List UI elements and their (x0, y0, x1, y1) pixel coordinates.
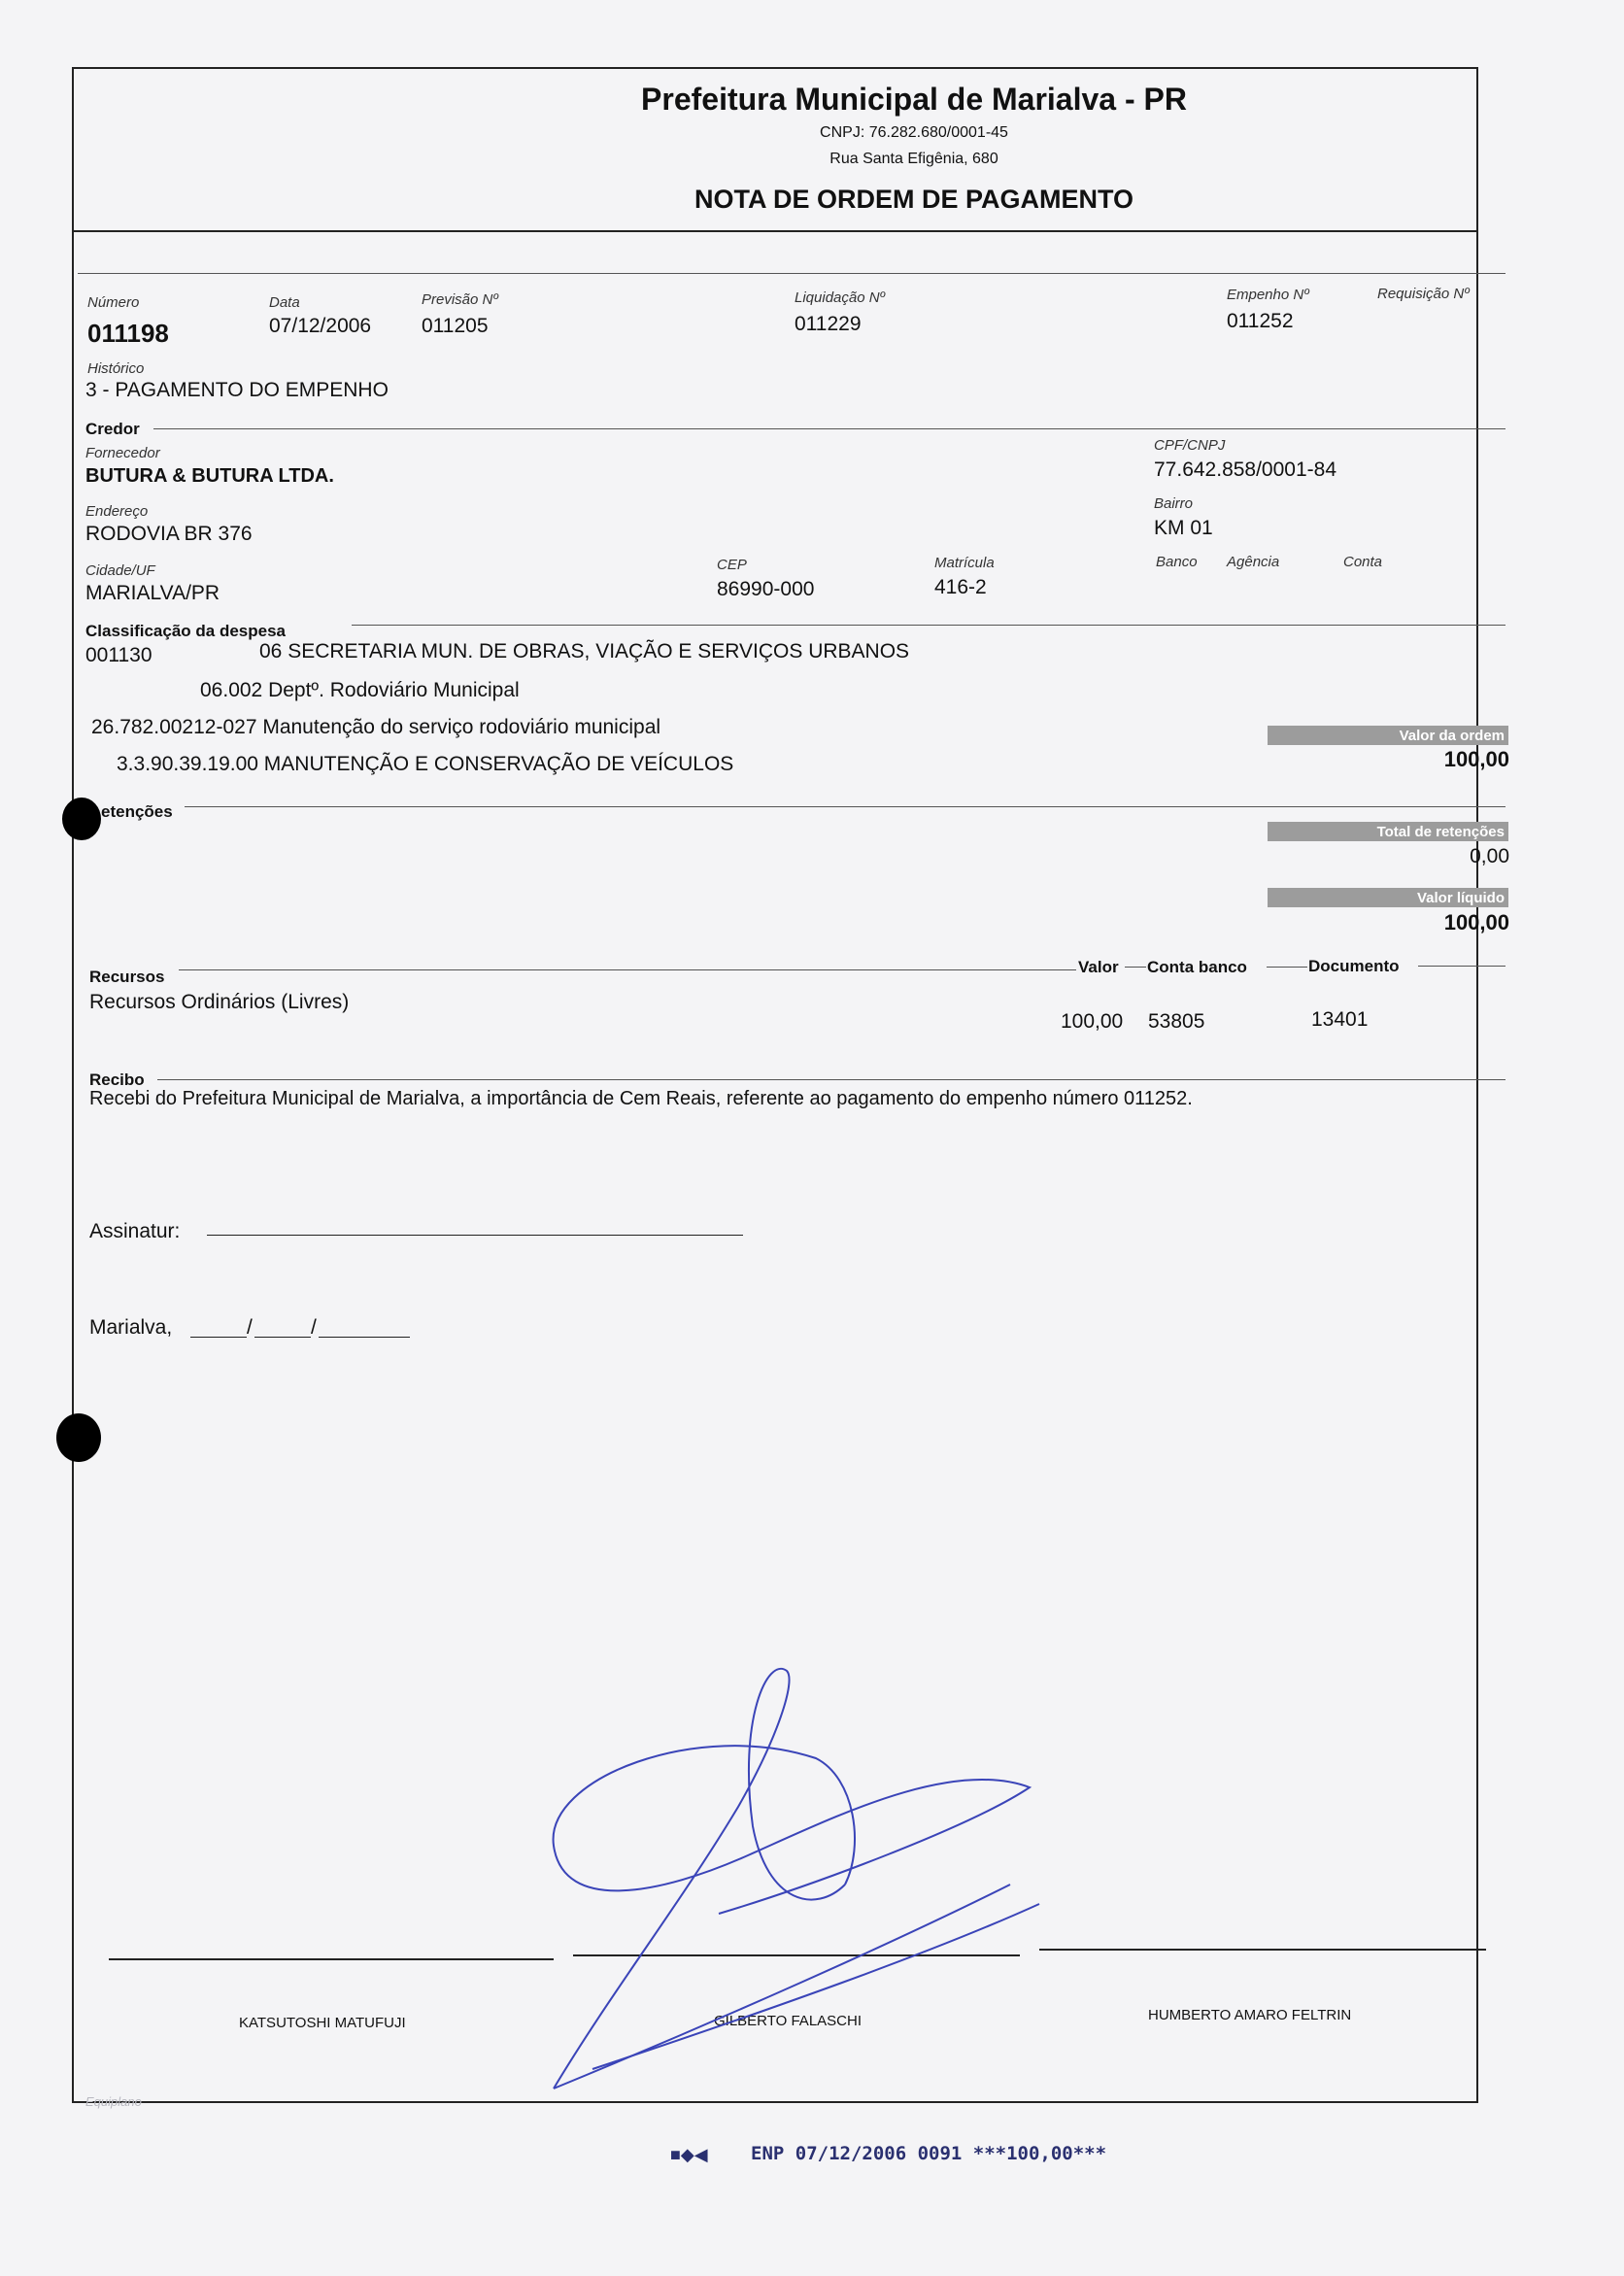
handwritten-signature (524, 1661, 1068, 2108)
local-label: Marialva, (89, 1316, 173, 1339)
liquidacao-value: 011229 (795, 313, 862, 335)
liquidacao-label: Liquidação Nº (795, 289, 886, 306)
bairro-label: Bairro (1154, 495, 1194, 512)
endereco-value: RODOVIA BR 376 (85, 523, 253, 545)
page-title: Prefeitura Municipal de Marialva - PR (641, 82, 1187, 117)
assinatura-line (207, 1235, 743, 1236)
valor-ordem-label: Valor da ordem (1399, 728, 1505, 744)
conta-label: Conta (1343, 554, 1383, 570)
valor-liquido-value: 100,00 (1443, 910, 1509, 934)
previsao-value: 011205 (422, 315, 489, 337)
numero-label: Número (87, 294, 140, 311)
date-line-year (319, 1337, 410, 1338)
historico-label: Histórico (87, 360, 145, 377)
data-label: Data (269, 294, 300, 311)
valor-liquido-label: Valor líquido (1416, 890, 1505, 906)
bairro-value: KM 01 (1154, 517, 1213, 539)
recursos-divider-mid2 (1267, 967, 1307, 968)
signature-name-2: GILBERTO FALASCHI (714, 2013, 862, 2029)
recibo-divider (157, 1079, 1506, 1080)
fornecedor-value: BUTURA & BUTURA LTDA. (85, 465, 334, 487)
classificacao-line1: 06 SECRETARIA MUN. DE OBRAS, VIAÇÃO E SERVIÇOS URBANOS (259, 640, 910, 662)
empenho-label: Empenho Nº (1227, 287, 1309, 303)
agencia-label: Agência (1227, 554, 1280, 570)
document-title: NOTA DE ORDEM DE PAGAMENTO (694, 185, 1133, 214)
recursos-documento-label: Documento (1308, 957, 1400, 975)
recursos-divider-mid (1125, 967, 1146, 968)
valor-ordem-value: 100,00 (1443, 747, 1509, 771)
recibo-text: Recebi do Prefeitura Municipal de Marialva, a importância de Cem Reais, referente ao pagamento do empenho número 011252. (89, 1088, 1193, 1109)
stamp-logo-icon: ■◆◀ (670, 2145, 708, 2164)
total-retencoes-label: Total de retenções (1376, 824, 1505, 840)
recursos-conta-label: Conta banco (1147, 958, 1247, 976)
retencoes-divider (185, 806, 1506, 807)
numero-value: 011198 (87, 319, 169, 348)
total-retencoes-value: 0,00 (1470, 845, 1509, 867)
fields-top-divider (78, 273, 1506, 274)
total-retencoes-band (1268, 822, 1508, 841)
header-divider (74, 230, 1476, 232)
requisicao-label: Requisição Nº (1377, 286, 1470, 302)
recursos-conta: 53805 (1148, 1010, 1205, 1033)
assinatura-label: Assinatur: (89, 1220, 181, 1242)
date-line-day (190, 1337, 247, 1338)
data-value: 07/12/2006 (269, 315, 372, 337)
cidade-label: Cidade/UF (85, 562, 155, 579)
matricula-value: 416-2 (934, 576, 987, 598)
cidade-value: MARIALVA/PR (85, 582, 220, 604)
date-slash-1: / (247, 1316, 253, 1339)
address-text: Rua Santa Efigênia, 680 (829, 151, 998, 167)
cep-value: 86990-000 (717, 578, 815, 600)
credor-section-title: Credor (85, 420, 140, 438)
classificacao-divider (352, 625, 1506, 626)
empenho-value: 011252 (1227, 310, 1294, 332)
cpf-value: 77.642.858/0001-84 (1154, 459, 1337, 481)
payment-stamp: ENP 07/12/2006 0091 ***100,00*** (751, 2143, 1107, 2164)
hole-punch-1 (62, 798, 101, 840)
recursos-descricao: Recursos Ordinários (Livres) (89, 991, 350, 1013)
recursos-section-title: Recursos (89, 968, 165, 986)
recursos-valor-label: Valor (1078, 958, 1119, 976)
recursos-divider-right (1418, 966, 1506, 967)
classificacao-line3: 26.782.00212-027 Manutenção do serviço rodoviário municipal (91, 716, 661, 738)
endereco-label: Endereço (85, 503, 149, 520)
cnpj-text: CNPJ: 76.282.680/0001-45 (820, 124, 1008, 141)
date-slash-2: / (311, 1316, 317, 1339)
cep-label: CEP (717, 557, 747, 573)
historico-value: 3 - PAGAMENTO DO EMPENHO (85, 379, 389, 401)
fornecedor-label: Fornecedor (85, 445, 160, 461)
equiplano-watermark: Equiplano (85, 2094, 142, 2109)
valor-liquido-band (1268, 888, 1508, 907)
cpf-label: CPF/CNPJ (1154, 437, 1226, 454)
signature-name-1: KATSUTOSHI MATUFUJI (239, 2015, 406, 2031)
classificacao-code: 001130 (85, 644, 152, 666)
classificacao-line4: 3.3.90.39.19.00 MANUTENÇÃO E CONSERVAÇÃO DE VEÍCULOS (117, 753, 734, 775)
signature-line-1 (109, 1958, 554, 1960)
signature-line-3 (1039, 1949, 1486, 1951)
matricula-label: Matrícula (934, 555, 995, 571)
banco-label: Banco (1156, 554, 1198, 570)
recursos-valor: 100,00 (1061, 1010, 1124, 1033)
credor-divider (153, 428, 1506, 429)
signature-name-3: HUMBERTO AMARO FELTRIN (1148, 2007, 1352, 2023)
classificacao-line2: 06.002 Deptº. Rodoviário Municipal (200, 679, 520, 701)
valor-ordem-band (1268, 726, 1508, 745)
recursos-documento: 13401 (1311, 1008, 1369, 1031)
recursos-divider-left (179, 969, 1076, 970)
recibo-section-title: Recibo (89, 1070, 145, 1089)
hole-punch-2 (56, 1413, 101, 1462)
classificacao-section-title: Classificação da despesa (85, 622, 287, 640)
retencoes-section-title: etenções (101, 802, 173, 821)
date-line-month (254, 1337, 311, 1338)
previsao-label: Previsão Nº (422, 291, 498, 308)
